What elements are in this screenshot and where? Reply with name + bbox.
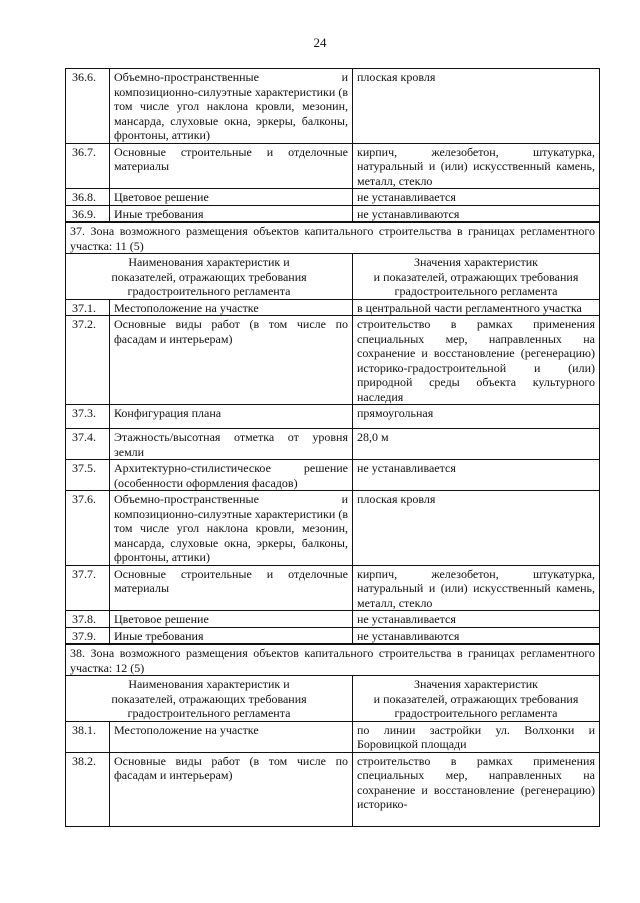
row-number: 36.9. <box>66 205 110 222</box>
table-row <box>66 299 600 316</box>
row-number: 37.4. <box>66 429 110 460</box>
characteristic-value: строительство в рамках применения специальных мер, направленных на сохранение и восстановление (регенерацию) историко-градостроительной и (или) природной среды объекта культурного наследия <box>353 316 600 405</box>
row-number: 37.6. <box>66 491 110 566</box>
row-number: 37.5. <box>66 460 110 491</box>
row-number: 36.8. <box>66 189 110 206</box>
table-row <box>66 627 600 644</box>
table-row <box>66 611 600 628</box>
table-row <box>66 491 600 566</box>
row-number: 37.9. <box>66 627 110 644</box>
table-row <box>66 205 600 222</box>
characteristic-name: Цветовое решение <box>110 189 353 206</box>
characteristic-name: Архитектурно-стилистическое решение (особенности оформления фасадов) <box>110 460 353 491</box>
characteristic-value: не устанавливаются <box>353 205 600 222</box>
characteristic-name: Основные строительные и отделочные материалы <box>110 143 353 189</box>
row-number: 37.1. <box>66 299 110 316</box>
section-title-row <box>66 222 600 254</box>
header-right: Значения характеристик и показателей, отражающих требования градостроительного регламента <box>353 676 600 722</box>
row-number: 37.8. <box>66 611 110 628</box>
row-number: 38.2. <box>66 752 110 826</box>
row-number: 36.7. <box>66 143 110 189</box>
characteristic-value: строительство в рамках применения специальных мер, направленных на сохранение и восстановление (регенерацию) историко- <box>353 752 600 826</box>
header-left: Наименования характеристик и показателей, отражающих требования градостроительного регламента <box>66 676 353 722</box>
characteristic-value: прямоугольная <box>353 405 600 429</box>
characteristic-value: кирпич, железобетон, штукатурка, натуральный и (или) искусственный камень, металл, стекло <box>353 143 600 189</box>
characteristic-value: кирпич, железобетон, штукатурка, натуральный и (или) искусственный камень, металл, стекло <box>353 565 600 611</box>
row-number: 36.6. <box>66 69 110 144</box>
header-right: Значения характеристик и показателей, отражающих требования градостроительного регламента <box>353 254 600 300</box>
table-row <box>66 429 600 460</box>
characteristic-name: Цветовое решение <box>110 611 353 628</box>
characteristic-name: Основные виды работ (в том числе по фасадам и интерьерам) <box>110 316 353 405</box>
section-title-row <box>66 644 600 676</box>
characteristic-name: Этажность/высотная отметка от уровня земли <box>110 429 353 460</box>
characteristic-value: в центральной части регламентного участка <box>353 299 600 316</box>
characteristic-name: Объемно-пространственные и композиционно-силуэтные характеристики (в том числе угол наклона кровли, мезонин, мансарда, слуховые окна, эркеры, балконы, фронтоны, аттики) <box>110 69 353 144</box>
characteristic-value: 28,0 м <box>353 429 600 460</box>
characteristic-name: Конфигурация плана <box>110 405 353 429</box>
table-row <box>66 565 600 611</box>
table-row <box>66 143 600 189</box>
header-left: Наименования характеристик и показателей, отражающих требования градостроительного регламента <box>66 254 353 300</box>
table-row <box>66 316 600 405</box>
characteristic-name: Основные виды работ (в том числе по фасадам и интерьерам) <box>110 752 353 826</box>
characteristic-value: не устанавливается <box>353 460 600 491</box>
regulation-table <box>65 68 600 827</box>
row-number: 37.2. <box>66 316 110 405</box>
characteristic-value: не устанавливается <box>353 189 600 206</box>
table-row <box>66 752 600 826</box>
characteristic-value: плоская кровля <box>353 69 600 144</box>
characteristic-name: Местоположение на участке <box>110 299 353 316</box>
header-row <box>66 254 600 300</box>
header-row <box>66 676 600 722</box>
section-title: 37. Зона возможного размещения объектов капитального строительства в границах регламентного участка: 11 (5) <box>66 222 600 254</box>
row-number: 37.7. <box>66 565 110 611</box>
characteristic-name: Иные требования <box>110 627 353 644</box>
section-title: 38. Зона возможного размещения объектов капитального строительства в границах регламентного участка: 12 (5) <box>66 644 600 676</box>
characteristic-value: не устанавливается <box>353 611 600 628</box>
table-row <box>66 405 600 429</box>
table-row <box>66 721 600 752</box>
table-row <box>66 69 600 144</box>
table-row <box>66 460 600 491</box>
row-number: 37.3. <box>66 405 110 429</box>
characteristic-name: Местоположение на участке <box>110 721 353 752</box>
table-row <box>66 189 600 206</box>
characteristic-value: плоская кровля <box>353 491 600 566</box>
characteristic-name: Объемно-пространственные и композиционно-силуэтные характеристики (в том числе угол наклона кровли, мезонин, мансарда, слуховые окна, эркеры, балконы, фронтоны, аттики) <box>110 491 353 566</box>
characteristic-name: Иные требования <box>110 205 353 222</box>
characteristic-value: по линии застройки ул. Волхонки и Боровицкой площади <box>353 721 600 752</box>
row-number: 38.1. <box>66 721 110 752</box>
characteristic-name: Основные строительные и отделочные материалы <box>110 565 353 611</box>
characteristic-value: не устанавливаются <box>353 627 600 644</box>
page-number: 24 <box>313 35 327 50</box>
